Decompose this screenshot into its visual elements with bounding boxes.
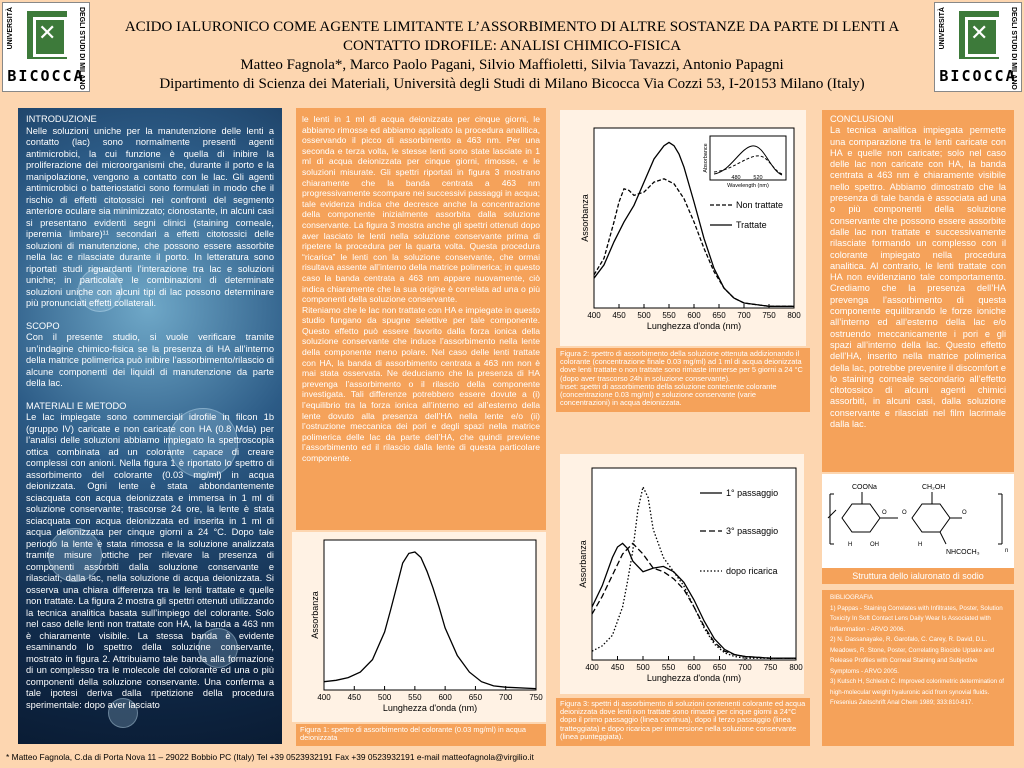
legend-label: Trattate	[736, 220, 767, 230]
x-tick-label: 750	[529, 693, 543, 702]
logo-word: BICOCCA	[939, 67, 1017, 85]
x-tick-label: 450	[612, 311, 626, 320]
results-text-2: Riteniamo che le lac non trattate con HA e impiegate in questo studio fungano da spugne selettive per tale componente. Questo effetto può essere favorito dalla forza ionica della soluzione conservante che induce l’assorbimento nella lente della componente meno polare. Nel caso delle lenti trattate con HA, la banda di assorbimento centrata a 463 nm non è mai stata osservata. Ne deduciamo che la presenza di HA prevenga l’assorbimento o il rilascio della componente investigata. Tali differenze potrebbero essere dovute a (i) l’equilibrio tra la forza ionica all’interno ed all’esterno della lente dovuto alla presenza dell’HA nella lente e/o (ii) l’ostruzione meccanica dei pori e degli spazi nella matrice polimerica delle lac da parte dell’HA, che quindi previene l’assorbimento ed il rilascio dalla lente di questa particolare componente.	[302, 304, 540, 463]
column-conclusions	[822, 110, 1014, 472]
svg-text:O: O	[902, 510, 907, 516]
logo-arc-right: DEGLI STUDI DI MILANO	[78, 7, 85, 90]
y-axis-label: Assorbanza	[580, 194, 590, 242]
university-logo-left	[2, 2, 90, 92]
hyaluronate-structure	[822, 474, 1014, 568]
university-logo-right	[934, 2, 1022, 92]
plot-frame	[324, 540, 536, 690]
x-axis-label: Lunghezza d'onda (nm)	[646, 673, 742, 683]
x-tick-label: 600	[687, 311, 701, 320]
x-tick-label: 650	[468, 693, 483, 702]
svg-text:OH: OH	[870, 542, 879, 548]
logo-arc-right: DEGLI STUDI DI MILANO	[1010, 7, 1017, 90]
figure-3-caption: Figura 3: spettri di assorbimento di soluzioni contenenti colorante ed acqua deionizzata dove lenti non trattate sono rimaste per cinque giorni a 24°C dopo il primo passaggio (linea continua), dopo il terzo passaggio (linea tratteggiata) e dopo ricarica per immersione nella soluzione conservante (linea punteggiata).	[556, 698, 810, 746]
x-tick-label: 550	[662, 311, 676, 320]
affiliation: Dipartimento di Scienza dei Materiali, Università degli Studi di Milano Bicocca Via Cozzi 53, I-20153 Milano (Italy)	[159, 76, 865, 92]
svg-text:O: O	[962, 510, 967, 516]
scopo-text: Con il presente studio, si vuole verificare tramite un’indagine chimico-fisica se la presenza di HA all’interno della matrice polimerica può inibire l’assorbimento/rilascio di alcune componenti dei liquidi di manutenzione da parte della lac.	[26, 332, 274, 388]
x-tick-label: 500	[636, 663, 650, 672]
x-tick-label: 500	[377, 693, 392, 702]
logo-arc-left: UNIVERSITÀ	[939, 7, 946, 50]
bibliography-ref-2: 2) N. Dassanayake, R. Garofalo, C. Carey, R. David, D.L. Meadows, R. Stone, Poster, Correlating Biocide Uptake and Release Profiles with Corneal Staining and Subjective Symptoms - ARVO 2005.	[830, 636, 995, 675]
column-results-text	[296, 108, 546, 530]
legend-label: dopo ricarica	[726, 566, 778, 576]
inset-x-label: Wavelength (nm)	[727, 183, 769, 189]
structure-caption: Struttura dello ialuronato di sodio	[822, 568, 1014, 584]
legend-label: 3° passaggio	[726, 526, 779, 536]
x-tick-label: 750	[762, 311, 776, 320]
figure-1-chart	[292, 532, 546, 722]
scopo-heading: SCOPO	[26, 320, 60, 331]
figure-3-panel	[560, 454, 804, 694]
x-tick-label: 450	[347, 693, 361, 702]
x-tick-label: 750	[763, 663, 778, 672]
inset-x-tick-label: 480	[731, 175, 741, 181]
logo-word: BICOCCA	[7, 67, 85, 85]
x-tick-label: 450	[610, 663, 625, 672]
label-coona: COONa	[852, 484, 877, 491]
metodi-text: Le lac impiegate sono commerciali idrofile in filcon 1b (gruppo IV) caricate e non caricate con HA (0.8 Mda) per l’analisi delle soluzioni abbiamo impiegato la spettroscopia ottica combinata ad un colorante capace di creare complessi con anioni. Nella figura 1 è riportato lo spettro di assorbimento del colorante (0.03 mg/ml) in acqua deionizzata. Ogni lente è stata abbondantemente sciacquata con acqua deionizzata e immersa in 1 ml di soluzione conservante; trascorse 24 ore, la lente è stata sciacquata con acqua deionizzata ed inserita in 1 ml di acqua deionizzata per cinque giorni a 24 °C. Dopo tale periodo la lente è stata rimossa e la soluzione analizzata tramite misure ottiche per rilevare la presenza di componenti assorbiti dalla soluzione conservante e rilasciati, dalla lac, nella soluzione di acqua deionizzata. Si osserva una chiara differenza tra le lenti trattate e quelle non trattate. La figura 2 mostra gli spettri ottenuti utilizzando la tecnica analitica basata sull’impiego del colorante. Solo nel caso delle lenti non trattate con HA, la banda a 463 nm è chiaramente visibile. La stessa banda è evidente esaminando lo spettro della soluzione conservante, mostrato in figura 2. Attribuiamo tale banda alla formazione di un complesso tra le molecole del colorante ed una o più componenti della soluzione conservante. Una conferma a tale ipotesi deriva dalla ripetizione della procedura sperimentale: dopo aver lasciato	[26, 412, 274, 710]
intro-text: Nelle soluzioni uniche per la manutenzione delle lenti a contatto (lac) sono normalmente presenti agenti antimicrobici, la cui funzione è quella di inibire la proliferazione dei microorganismi che, durante il porto e la manipolazione, vengono a contatto con le lac. Gli agenti antimicrobici o batteriostatici sono formulati in modo che il rischio di effetti citotossici nei confronti del segmento anteriore oculare sia minimizzato; cionostante, in alcuni casi si presentano evidenti segni clinici (staining corneale, iperemia limbare)¹¹ secondari a effetti citotossici delle soluzioni di manutenzione, che possono essere assorbite nella lac e rilasciate durante il porto. In letteratura sono riportati studi riguardanti l’interazione tra lac e soluzioni uniche; in particolare le combinazioni di determinate soluzioni uniche con alcuni tipi di lac possono determinare più pronunciati effetti collaterali.	[26, 125, 274, 308]
figure-1-caption: Figura 1: spettro di assorbimento del colorante (0.03 mg/ml) in acqua deionizzata	[296, 724, 546, 746]
x-tick-label: 650	[712, 311, 726, 320]
x-axis-label: Lunghezza d'onda (nm)	[646, 321, 742, 331]
figure-3-chart	[560, 454, 804, 694]
legend-label: 1° passaggio	[726, 488, 779, 498]
x-tick-label: 650	[712, 663, 727, 672]
svg-text:H: H	[848, 542, 853, 548]
x-tick-label: 700	[737, 311, 751, 320]
x-tick-label: 600	[687, 663, 701, 672]
figure-2-caption-inset: Inset: spettri di assorbimento della soluzione contenente colorante (concentrazione 0.03 mg/ml) e soluzione conservante (varie concentrazioni) in acqua deionizzata.	[560, 381, 777, 408]
x-tick-label: 800	[787, 311, 801, 320]
x-axis-label: Lunghezza d'onda (nm)	[382, 703, 478, 713]
legend-label: Non trattate	[736, 200, 784, 210]
bibliography-ref-1: 1) Pappas - Staining Correlates with Infiltrates, Poster, Solution Toxicity In Soft Contact Lens Daily Wear Is Associated with Inflammation - ARVO 2006.	[830, 604, 1003, 633]
poster-header	[96, 18, 928, 94]
logo-mark	[27, 11, 67, 59]
column-introduction	[18, 108, 282, 744]
footer-contact: * Matteo Fagnola, C.da di Porta Nova 11 – 29022 Bobbio PC (Italy) Tel +39 0523932191 Fax +39 0523932191 e-mail matteofagnola@virgilio.it	[6, 752, 534, 762]
figure-2-panel	[560, 110, 806, 346]
x-tick-label: 700	[499, 693, 513, 702]
figure-2-caption	[556, 348, 810, 412]
x-tick-label: 500	[637, 311, 651, 320]
x-tick-label: 400	[585, 663, 599, 672]
authors: Matteo Fagnola*, Marco Paolo Pagani, Silvio Maffioletti, Silvia Tavazzi, Antonio Papagni	[240, 57, 784, 73]
title-line-2: CONTATTO IDROFILE: ANALISI CHIMICO-FISICA	[342, 38, 682, 54]
label-ch2oh: CH₂OH	[922, 484, 946, 491]
inset-frame	[710, 136, 786, 180]
label-nhcoch3: NHCOCH₃	[946, 549, 980, 556]
figure-2-chart	[560, 110, 806, 346]
svg-text:O: O	[882, 510, 887, 516]
title-line-1: ACIDO IALURONICO COME AGENTE LIMITANTE L’ASSORBIMENTO DI ALTRE SOSTANZE DA PARTE DI LENTI A	[124, 19, 900, 35]
x-tick-label: 550	[408, 693, 422, 702]
label-n: n	[1005, 548, 1009, 554]
logo-arc-left: UNIVERSITÀ	[7, 7, 14, 50]
inset-y-label: Absorbance	[703, 143, 709, 173]
x-tick-label: 400	[587, 311, 601, 320]
metodi-heading: MATERIALI E METODO	[26, 400, 127, 411]
x-tick-label: 800	[789, 663, 803, 672]
inset-x-tick-label: 520	[753, 175, 763, 181]
bibliography-ref-3: 3) Kutsch H, Schleich C. Improved colorimetric determination of high-molecular weight hyaluronic acid from synovial fluids. Fresenius Zeitschrift Anal Chem 1989; 333:810-817.	[830, 678, 1005, 706]
x-tick-label: 550	[661, 663, 676, 672]
conclusions-text: La tecnica analitica impiegata permette una comparazione tra le lenti caricate con HA e quelle non caricate; solo nel caso delle lac non caricate con HA, la banda centrata a 463 nm è chiaramente visibile nello spettro. Abbiamo dimostrato che la presenza di tale banda è associata ad una o più componenti della soluzione conservante che possono essere assorbite dalle lac non trattate e successivamente rilasciate formando un complesso con il colorante impiegato nella procedura analitica. Al contrario, le lenti trattate con HA non evidenziano tale comportamento. Crediamo che la presenza dell’HA prevenga l’assorbimento di questa componente equilibrando le forze ioniche all’interno ed all’esterno della lac e/o ostruendo meccanicamente i pori e gli spazi all’interno della lac. Questo effetto dell’HA, inserito nella matrice polimerica della lac, potrebbe prevenire il discomfort e lo staining corneale secondario all’effetto citotossico di alcuni agenti chimici assorbiti, in alcuni casi, dalla soluzione conservante e rilasciati nel film lacrimale dalla lac.	[830, 125, 1006, 430]
intro-heading: INTRODUZIONE	[26, 114, 97, 124]
x-tick-label: 400	[317, 693, 331, 702]
figure-1-panel	[292, 532, 546, 722]
x-tick-label: 600	[438, 693, 452, 702]
bibliography-heading: BIBLIOGRAFIA	[830, 594, 873, 601]
y-axis-label: Assorbanza	[578, 540, 588, 588]
bibliography	[822, 590, 1014, 746]
x-tick-label: 700	[738, 663, 752, 672]
figure-2-caption-main: Figura 2: spettro di assorbimento della soluzione ottenuta addizionando il colorante (concentrazione finale 0.03 mg/ml) ad 1 ml di acqua deionizzata dove lenti trattate o non trattate sono rimaste immerse per 5 giorni a 24 °C (dopo aver trascorso 24h in soluzione conservante).	[560, 349, 803, 383]
logo-mark	[959, 11, 999, 59]
svg-text:H: H	[918, 542, 923, 548]
y-axis-label: Assorbanza	[310, 591, 320, 639]
conclusions-heading: CONCLUSIONI	[830, 114, 894, 124]
hyaluronate-structure-drawing	[822, 474, 1014, 568]
results-text-1: le lenti in 1 ml di acqua deionizzata per cinque giorni, le abbiamo rimosse ed abbiamo applicato la procedura analitica, osservando il picco di assorbimento a 463 nm. Per una seconda e terza volta, le stesse lenti sono state lasciate in 1 ml di acqua deionizzata per cinque giorni, rimosse, e le soluzioni misurate. Gli spettri riportati in figura 3 mostrano chiaramente che la banda centrata a 463 nm progressivamente scompare nei successivi passaggi in acqua; tale evidenza indica che decresce anche la concentrazione della componente inizialmente assorbita dalla soluzione conservante. La figura 3 mostra anche gli spettri ottenuti dopo aver lasciato le lenti nella soluzione conservante prima di ripetere la procedura per la quarta volta. Questa procedura “ricarica” le lenti con la soluzione conservante, che ormai risultava assente all’interno della matrice polimerica; in questo caso la banda centrata a 463 nm appare nuovamente, ciò indica chiaramente che la sua origine è correlata ad una o più componenti della soluzione conservante.	[302, 114, 540, 305]
